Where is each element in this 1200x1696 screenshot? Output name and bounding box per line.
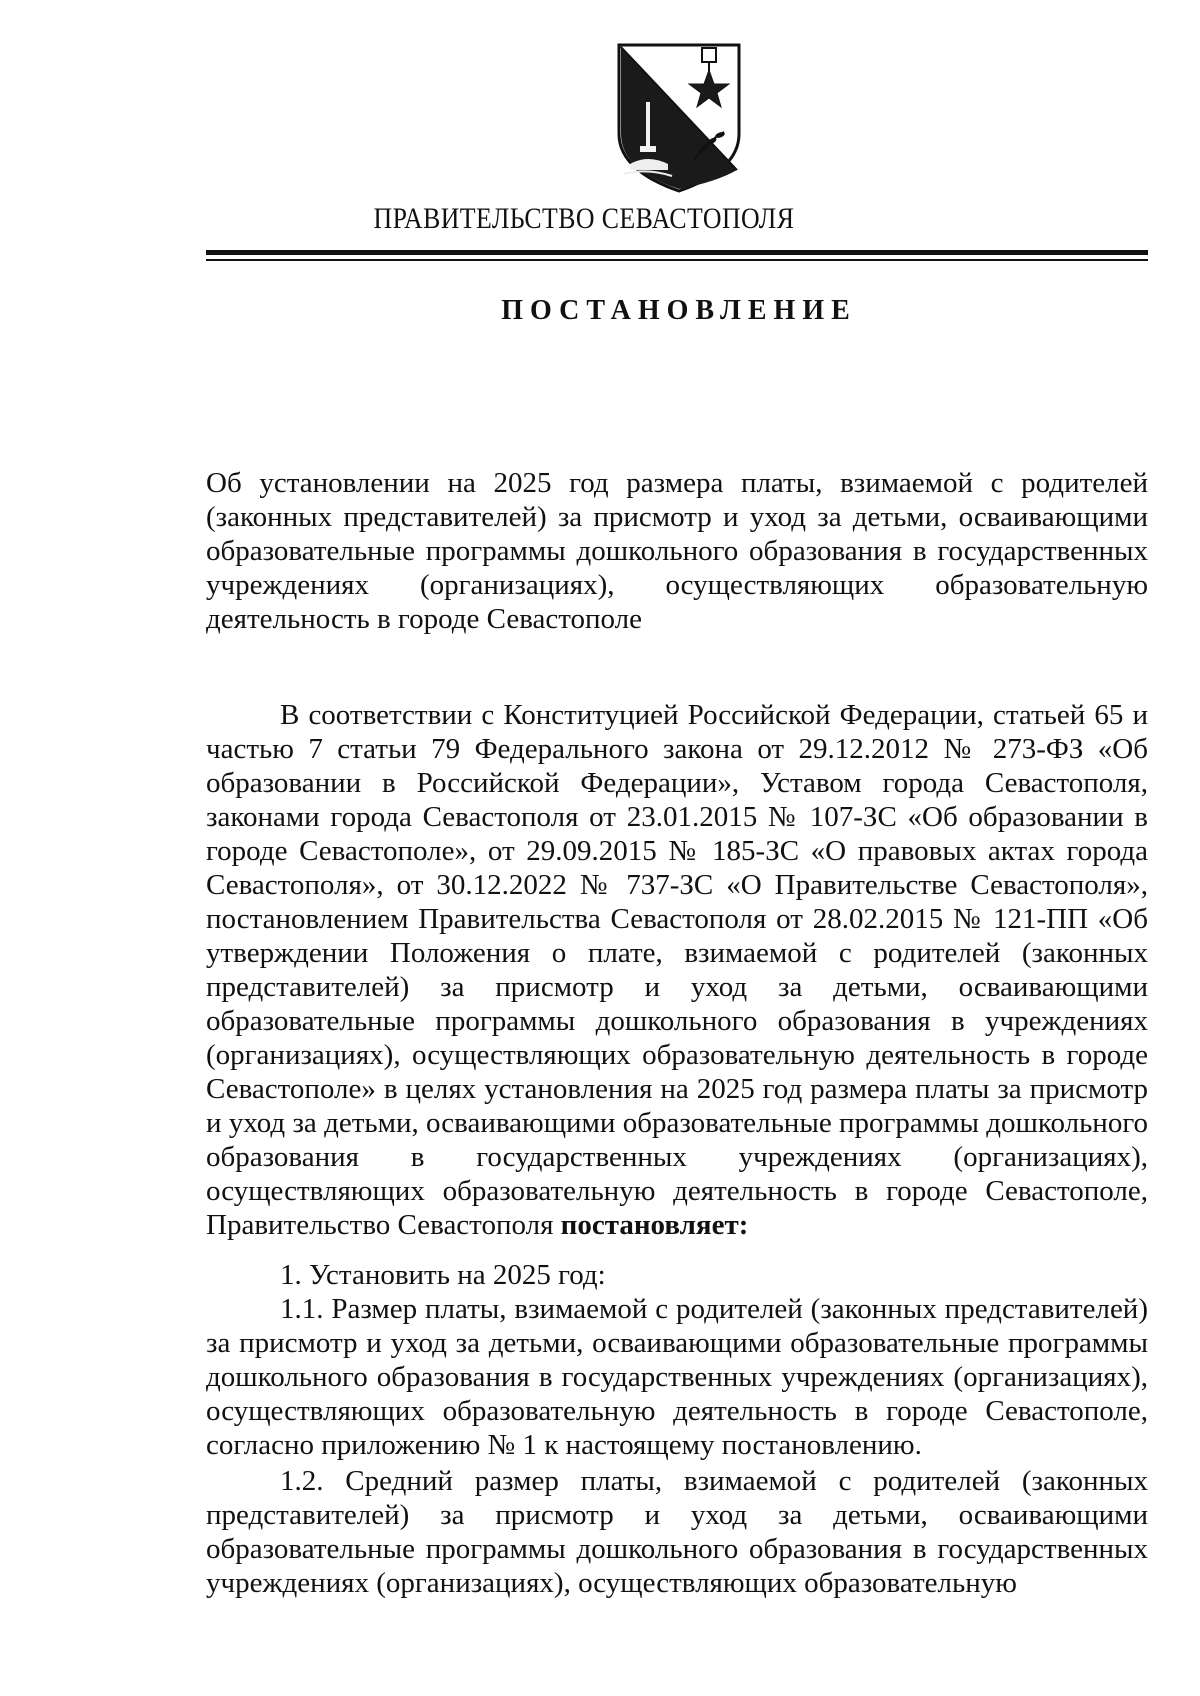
- item-1-1: 1.1. Размер платы, взимаемой с родителей (законных представителей) за присмотр и уход за детьми, осваивающими образовательные программы дошкольного образования в государственных учреждениях (организациях), осуществляющих образовательную деятельность в городе Севастополе, согласно приложению № 1 к настоящему постановлению.: [206, 1293, 1148, 1461]
- preamble-text: В соответствии с Конституцией Российской Федерации, статьей 65 и частью 7 статьи 79 Федерального закона от 29.12.2012 № 273-ФЗ «Об образовании в Российской Федерации», Уставом города Севастополя, законами города Севастополя от 23.01.2015 № 107-ЗС «Об образовании в городе Севастополе», от 29.09.2015 № 185-ЗС «О правовых актах города Севастополя», от 30.12.2022 № 737-ЗС «О Правительстве Севастополя», постановлением Правительства Севастополя от 28.02.2015 № 121-ПП «Об утверждении Положения о плате, взимаемой с родителей (законных представителей) за присмотр и уход за детьми, осваивающими образовательные программы дошкольного образования в учреждениях (организациях), осуществляющих образовательную деятельность в городе Севастополе» в целях установления на 2025 год размера платы за присмотр и уход за детьми, осваивающими образовательные программы дошкольного образования в государственных учреждениях (организациях), осуществляющих образовательную деятельность в городе Севастополе, Правительство Севастополя: [206, 699, 1148, 1241]
- document-subject: Об установлении на 2025 год размера платы, взимаемой с родителей (законных представителей) за присмотр и уход за детьми, осваивающими образовательные программы дошкольного образования в государственных учреждениях (организациях), осуществляющих образовательную деятельность в городе Севастополе: [206, 467, 1148, 635]
- header-rule-thick: [206, 250, 1148, 255]
- org-title: ПРАВИТЕЛЬСТВО СЕВАСТОПОЛЯ: [373, 202, 795, 235]
- header-rule-thin: [206, 259, 1148, 261]
- item-1-2: 1.2. Средний размер платы, взимаемой с родителей (законных представителей) за присмотр и уход за детьми, осваивающими образовательные программы дошкольного образования в государственных учреждениях (организациях), осуществляющих образовательную: [206, 1465, 1148, 1599]
- resolves-keyword: постановляет:: [560, 1209, 749, 1241]
- sevastopol-coat-of-arms-icon: [616, 42, 742, 194]
- document-type-heading: ПОСТАНОВЛЕНИЕ: [501, 295, 857, 326]
- preamble-paragraph: [206, 698, 1148, 1242]
- item-1: 1. Установить на 2025 год:: [280, 1259, 606, 1291]
